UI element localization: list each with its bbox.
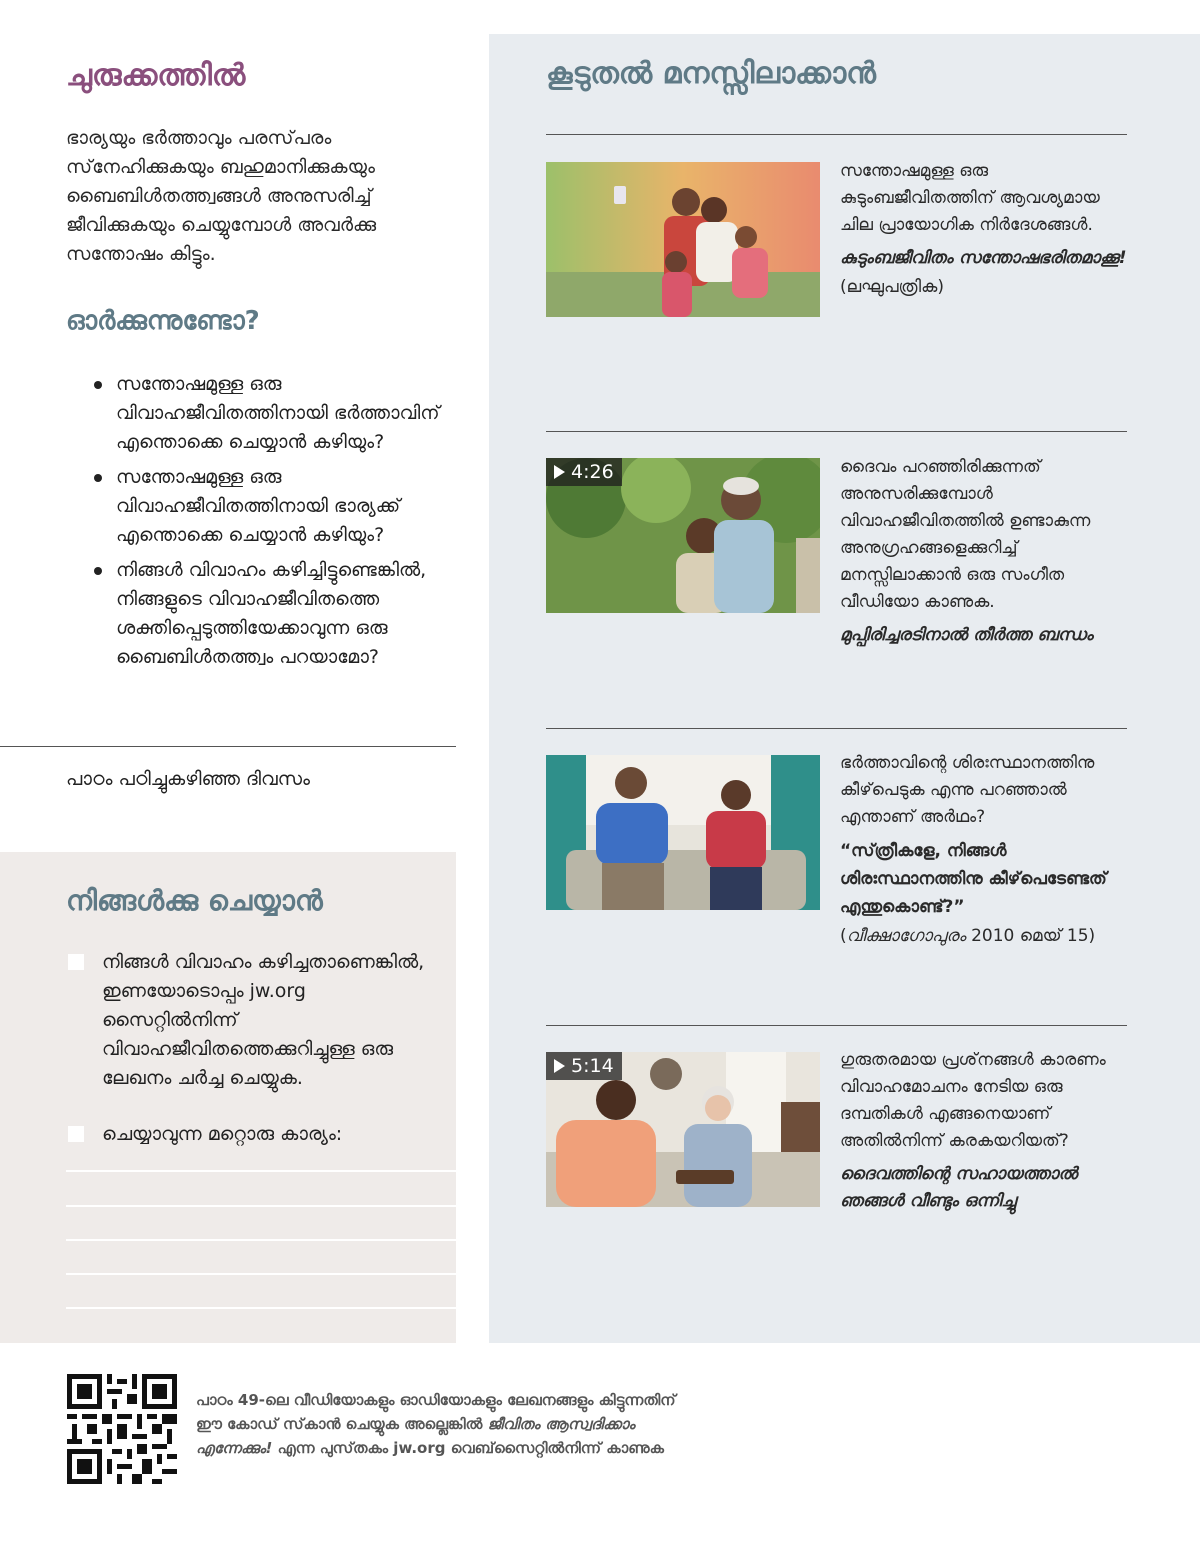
resource-title-link[interactable]: ദൈവത്തിന്റെ സഹായത്താൽ ഞങ്ങൾ വീണ്ടും ഒന്നിച്ചു: [840, 1164, 1078, 1211]
todo-panel-background: [0, 852, 456, 1343]
todo-heading: നിങ്ങൾക്കു ചെയ്യാൻ: [66, 884, 323, 917]
resource-title-link[interactable]: മുപ്പിരിച്ചരടിനാൽ തീർത്ത ബന്ധം: [840, 625, 1094, 645]
resource-description: സന്തോഷമുള്ള ഒരു കുടുംബജീവിതത്തിന്‌ ആവശ്യമായ ചില പ്രായോഗിക നിർദേശങ്ങൾ.: [840, 161, 1100, 235]
todo-item[interactable]: [68, 948, 428, 1093]
video-duration: 5:14: [571, 1055, 614, 1077]
section-divider: [546, 1025, 1127, 1026]
review-item-text: സന്തോഷമുള്ള ഒരു വിവാഹജീവിതത്തിനായി ഭർത്താവിന്‌ എന്തൊക്കെ ചെയ്യാൻ കഴിയും?: [116, 373, 440, 453]
write-line[interactable]: [66, 1307, 456, 1309]
section-divider: [546, 134, 1127, 135]
footer-instructions: [196, 1388, 676, 1460]
resource-2: [840, 454, 1130, 649]
resource-description: ദൈവം പറഞ്ഞിരിക്കുന്നത്‌ അനുസരിക്കുമ്പോൾ വിവാഹജീവിതത്തിൽ ഉണ്ടാകുന്ന അനുഗ്രഹങ്ങളെക്കുറിച്ച് മനസ്സിലാക്കാൻ ഒരു സംഗീത വീഡിയോ കാണുക.: [840, 457, 1091, 612]
resource-description: ഗുരുതരമായ പ്രശ്‌നങ്ങൾ കാരണം വിവാഹമോചനം നേടിയ ഒരു ദമ്പതികൾ എങ്ങനെയാണ്‌ അതിൽനിന്ന്‌ കരകയറിയത്‌?: [840, 1050, 1106, 1151]
write-line[interactable]: [66, 1273, 456, 1275]
date-studied-label: പാഠം പഠിച്ചുകഴിഞ്ഞ ദിവസം: [66, 768, 310, 790]
qr-code-icon[interactable]: [67, 1374, 177, 1484]
resource-4: [840, 1047, 1130, 1215]
resource-description: ഭർത്താവിന്റെ ശിരഃസ്ഥാനത്തിനു കീഴ്‌പെടുക എന്നു പറഞ്ഞാൽ എന്താണ്‌ അർഥം?: [840, 753, 1095, 827]
write-line[interactable]: [66, 1239, 456, 1241]
play-icon: [554, 1059, 565, 1073]
review-list: [90, 370, 460, 678]
resource-3: [840, 750, 1130, 950]
resource-title-link[interactable]: കുടുംബജീവിതം സന്തോഷഭരിതമാക്കൂ!: [840, 248, 1127, 268]
play-icon: [554, 465, 565, 479]
source-close: ): [1088, 926, 1096, 946]
write-line[interactable]: [66, 1170, 456, 1172]
bullet-icon: [94, 567, 102, 575]
review-item: [90, 463, 460, 550]
bullet-icon: [94, 474, 102, 482]
section-divider: [546, 728, 1127, 729]
section-divider: [546, 431, 1127, 432]
source-publication: വീക്ഷാഗോപുരം: [846, 926, 966, 946]
resource-source: (ലഘുപത്രിക): [840, 277, 944, 297]
review-heading: ഓർക്കുന്നുണ്ടോ?: [66, 306, 260, 336]
checkbox-icon[interactable]: [68, 1126, 84, 1142]
family-selfie-image[interactable]: [546, 162, 820, 317]
review-item: [90, 370, 460, 457]
video-duration-badge: [546, 1052, 622, 1080]
video-thumbnail-couple-garden[interactable]: [546, 458, 820, 613]
more-heading: കൂടുതൽ മനസ്സിലാക്കാൻ: [546, 56, 876, 91]
write-line[interactable]: [66, 1205, 456, 1207]
date-divider: [0, 746, 456, 747]
resource-title-link[interactable]: “സ്‌ത്രീകളേ, നിങ്ങൾ ശിരഃസ്ഥാനത്തിനു കീഴ്‌പെടേണ്ടത്‌ എന്തുകൊണ്ട്‌?”: [840, 841, 1107, 917]
review-item-text: നിങ്ങൾ വിവാഹം കഴിച്ചിട്ടുണ്ടെങ്കിൽ, നിങ്ങളുടെ വിവാഹജീവിതത്തെ ശക്തിപ്പെടുത്തിയേക്കാവുന്ന ഒരു ബൈബിൾതത്ത്വം പറയാമോ?: [116, 559, 427, 668]
source-date: 2010 മെയ്‌ 15: [971, 926, 1089, 946]
resource-1: [840, 158, 1130, 301]
bullet-icon: [94, 381, 102, 389]
todo-item-text: നിങ്ങൾ വിവാഹം കഴിച്ചതാണെങ്കിൽ, ഇണയോടൊപ്പം jw.org സൈറ്റിൽനിന്ന്‌ വിവാഹജീവിതത്തെക്കുറിച്ചുള്ള ഒരു ലേഖനം ചർച്ച ചെയ്യുക.: [102, 951, 425, 1089]
summary-heading: ചുരുക്കത്തിൽ: [66, 58, 246, 93]
video-duration-badge: [546, 458, 622, 486]
review-item: [90, 556, 460, 672]
video-duration: 4:26: [571, 461, 614, 483]
footer-text-part: എന്ന പുസ്‌തകം jw.org വെബ്‌സൈറ്റിൽനിന്ന്‌ കാണുക: [272, 1439, 664, 1457]
checkbox-icon[interactable]: [68, 954, 84, 970]
todo-item-text: ചെയ്യാവുന്ന മറ്റൊരു കാര്യം:: [102, 1123, 343, 1145]
summary-text: ഭാര്യയും ഭർത്താവും പരസ്‌പരം സ്‌നേഹിക്കുകയും ബഹുമാനിക്കുകയും ബൈബിൾതത്ത്വങ്ങൾ അനുസരിച്ച് ജീവിക്കുകയും ചെയ്യുമ്പോൾ അവർക്കു സന്തോഷം കിട്ടും.: [66, 127, 377, 265]
todo-item-other[interactable]: [68, 1120, 428, 1149]
footer-book-title: ജീവിതം ആസ്വദിക്കാം എന്നേക്കും!: [196, 1415, 635, 1457]
review-item-text: സന്തോഷമുള്ള ഒരു വിവാഹജീവിതത്തിനായി ഭാര്യക്ക്‌ എന്തൊക്കെ ചെയ്യാൻ കഴിയും?: [116, 466, 401, 546]
couple-talking-image[interactable]: [546, 755, 820, 910]
video-thumbnail-couple-reading[interactable]: [546, 1052, 820, 1207]
source-open: (: [840, 926, 847, 946]
footer-text-part: പാഠം 49-ലെ വീഡിയോകളും ഓഡിയോകളും ലേഖനങ്ങളും കിട്ടുന്നതിന്‌ ഈ കോഡ്‌ സ്‌കാൻ ചെയ്യുക അല്ലെങ്കിൽ: [196, 1391, 676, 1433]
resource-source: [840, 923, 1130, 950]
